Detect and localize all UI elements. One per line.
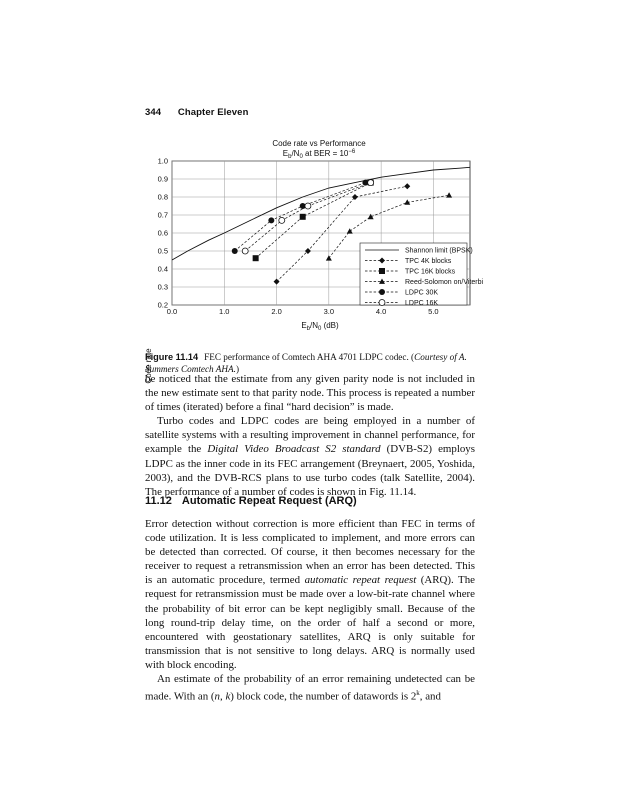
y-tick-label: 0.9 <box>157 174 168 184</box>
page-number: 344 <box>145 107 162 118</box>
x-tick-label: 5.0 <box>428 307 439 316</box>
legend-label: Shannon limit (BPSK) <box>405 247 473 255</box>
page-header <box>145 107 248 118</box>
legend-marker <box>379 289 385 295</box>
section-number: 11.12 <box>145 495 172 507</box>
x-tick-label: 2.0 <box>271 307 282 316</box>
chapter-title: Chapter Eleven <box>177 107 249 118</box>
legend-marker <box>379 268 385 274</box>
x-tick-label: 4.0 <box>375 307 387 316</box>
data-point <box>253 255 259 261</box>
y-tick-label: 0.8 <box>157 192 168 202</box>
legend-label: Reed-Solomon on/Viterbi <box>405 279 484 286</box>
data-point <box>279 217 285 223</box>
y-tick-label: 0.2 <box>157 300 168 310</box>
paragraph: be noticed that the estimate from any given parity node is not included in the new estimate sent to that parity node. This process is repeated a number of times (iterated) before a final “hard decision” is made. <box>145 373 475 414</box>
x-axis-label: $E_b/N_0$ (dB) <box>301 321 339 332</box>
legend-marker <box>379 300 385 306</box>
y-tick-label: 0.6 <box>157 228 168 238</box>
data-point <box>368 180 374 186</box>
chart-title: Code rate vs Performance <box>272 139 366 148</box>
legend-label: TPC 4K blocks <box>405 258 452 265</box>
data-point <box>242 248 248 254</box>
y-tick-label: 1.0 <box>157 156 168 166</box>
body-text-section <box>145 517 475 704</box>
y-axis-label: Code rate <box>144 348 153 384</box>
legend-label: LDPC 30K <box>405 289 439 297</box>
legend-label: LDPC 16K <box>405 300 439 307</box>
data-point <box>305 203 311 209</box>
legend <box>360 243 484 307</box>
data-point <box>232 248 238 254</box>
y-tick-label: 0.5 <box>157 246 168 256</box>
x-tick-label: 1.0 <box>219 307 230 316</box>
y-tick-label: 0.3 <box>157 282 168 292</box>
paragraph: Error detection without correction is more efficient than FEC in terms of code utilization. It is less complicated to implement, and more errors can be detected than corrected. Of course, it then becomes necessary for the receiver to request a retransmission when an error has been detected. This is an automatic procedure, termed automatic repeat request (ARQ). The request for retransmission must be made over a low-bit-rate channel where the probability of bit error can be kept negligibly small. Because of the long round-trip delay time, on the order of half a second or more, encountered with geostationary satellites, ARQ is only suitable for transmission that is not sensitive to long delays. ARQ is normally used with block encoding. <box>145 518 475 671</box>
section-heading <box>145 495 357 507</box>
x-tick-label: 0.0 <box>166 307 178 316</box>
x-tick-label: 3.0 <box>323 307 335 316</box>
data-point <box>268 217 274 223</box>
chart-subtitle: $E_b/N_0$ at BER = $10^{-6}$ <box>282 149 356 160</box>
figure-caption-text: FEC performance of Comtech AHA 4701 LDPC codec. (Courtesy of A. Summers Comtech AHA.) <box>145 352 467 374</box>
paragraph: Turbo codes and LDPC codes are being employed in a number of satellite systems with a resulting improvement in channel performance, for example the Digital Video Broadcast S2 standard (DVB-S2) employs LDPC as the inner code in its FEC arrangement (Breynaert, 2005, Yoshida, 2003), and the DVB-RCS plans to use turbo codes (talk Satellite, 2004). The performance of a number of codes is shown in Fig. 11.14. <box>145 415 475 498</box>
section-title: Automatic Repeat Request (ARQ) <box>181 495 357 507</box>
legend-label: TPC 16K blocks <box>405 268 456 276</box>
y-tick-label: 0.7 <box>157 210 168 220</box>
paragraph: An estimate of the probability of an error remaining undetected can be made. With an (n, k) block code, the number of datawords is 2$^k$, and <box>145 673 475 703</box>
y-tick-label: 0.4 <box>157 264 168 274</box>
figure-label: Figure 11.14 <box>145 352 199 362</box>
body-text-top <box>145 372 475 499</box>
data-point <box>300 214 306 220</box>
